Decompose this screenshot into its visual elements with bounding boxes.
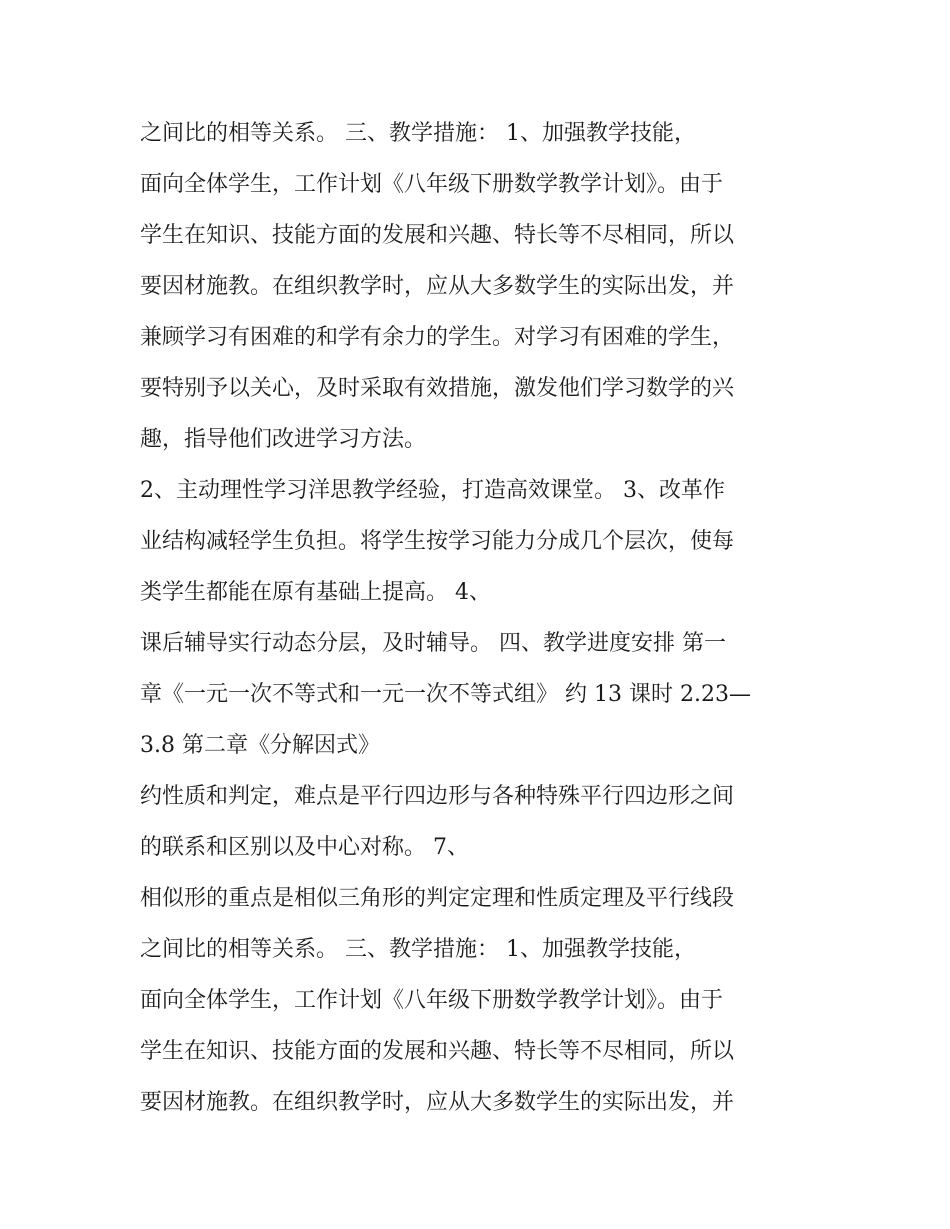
- text-line: 类学生都能在原有基础上提高。 4、: [140, 580, 491, 605]
- text-line: 学生在知识、技能方面的发展和兴趣、特长等不尽相同，所以: [140, 223, 735, 248]
- text-line: 之间比的相等关系。 三、教学措施： 1、加强教学技能，: [140, 121, 696, 146]
- text-line: 面向全体学生，工作计划《八年级下册数学教学计划》。由于: [140, 172, 724, 197]
- text-line: 趣，指导他们改进学习方法。: [140, 427, 427, 452]
- text-line: 业结构减轻学生负担。将学生按学习能力分成几个层次，使每: [140, 529, 735, 554]
- text-line: 相似形的重点是相似三角形的判定定理和性质定理及平行线段: [140, 886, 735, 911]
- text-line: 要因材施教。在组织教学时，应从大多数学生的实际出发，并: [140, 1090, 735, 1115]
- text-line: 的联系和区别以及中心对称。 7、: [140, 835, 469, 860]
- text-line: 兼顾学习有困难的和学有余力的学生。对学习有困难的学生，: [140, 325, 735, 350]
- text-line: 之间比的相等关系。 三、教学措施： 1、加强教学技能，: [140, 937, 696, 962]
- body-text: [140, 108, 830, 1128]
- text-line: 面向全体学生，工作计划《八年级下册数学教学计划》。由于: [140, 988, 724, 1013]
- text-line: 章《一元一次不等式和一元一次不等式组》 约 13 课时 2.23—: [140, 682, 751, 707]
- text-line: 要特别予以关心，及时采取有效措施，激发他们学习数学的兴: [140, 376, 735, 401]
- text-line: 约性质和判定，难点是平行四边形与各种特殊平行四边形之间: [140, 784, 735, 809]
- text-line: 要因材施教。在组织教学时，应从大多数学生的实际出发，并: [140, 274, 735, 299]
- text-line: 2、主动理性学习洋思教学经验，打造高效课堂。 3、改革作: [140, 478, 725, 503]
- text-line: 3.8 第二章《分解因式》: [140, 733, 380, 758]
- text-line: 课后辅导实行动态分层，及时辅导。 四、教学进度安排 第一: [140, 631, 726, 656]
- text-line: 学生在知识、技能方面的发展和兴趣、特长等不尽相同，所以: [140, 1039, 735, 1064]
